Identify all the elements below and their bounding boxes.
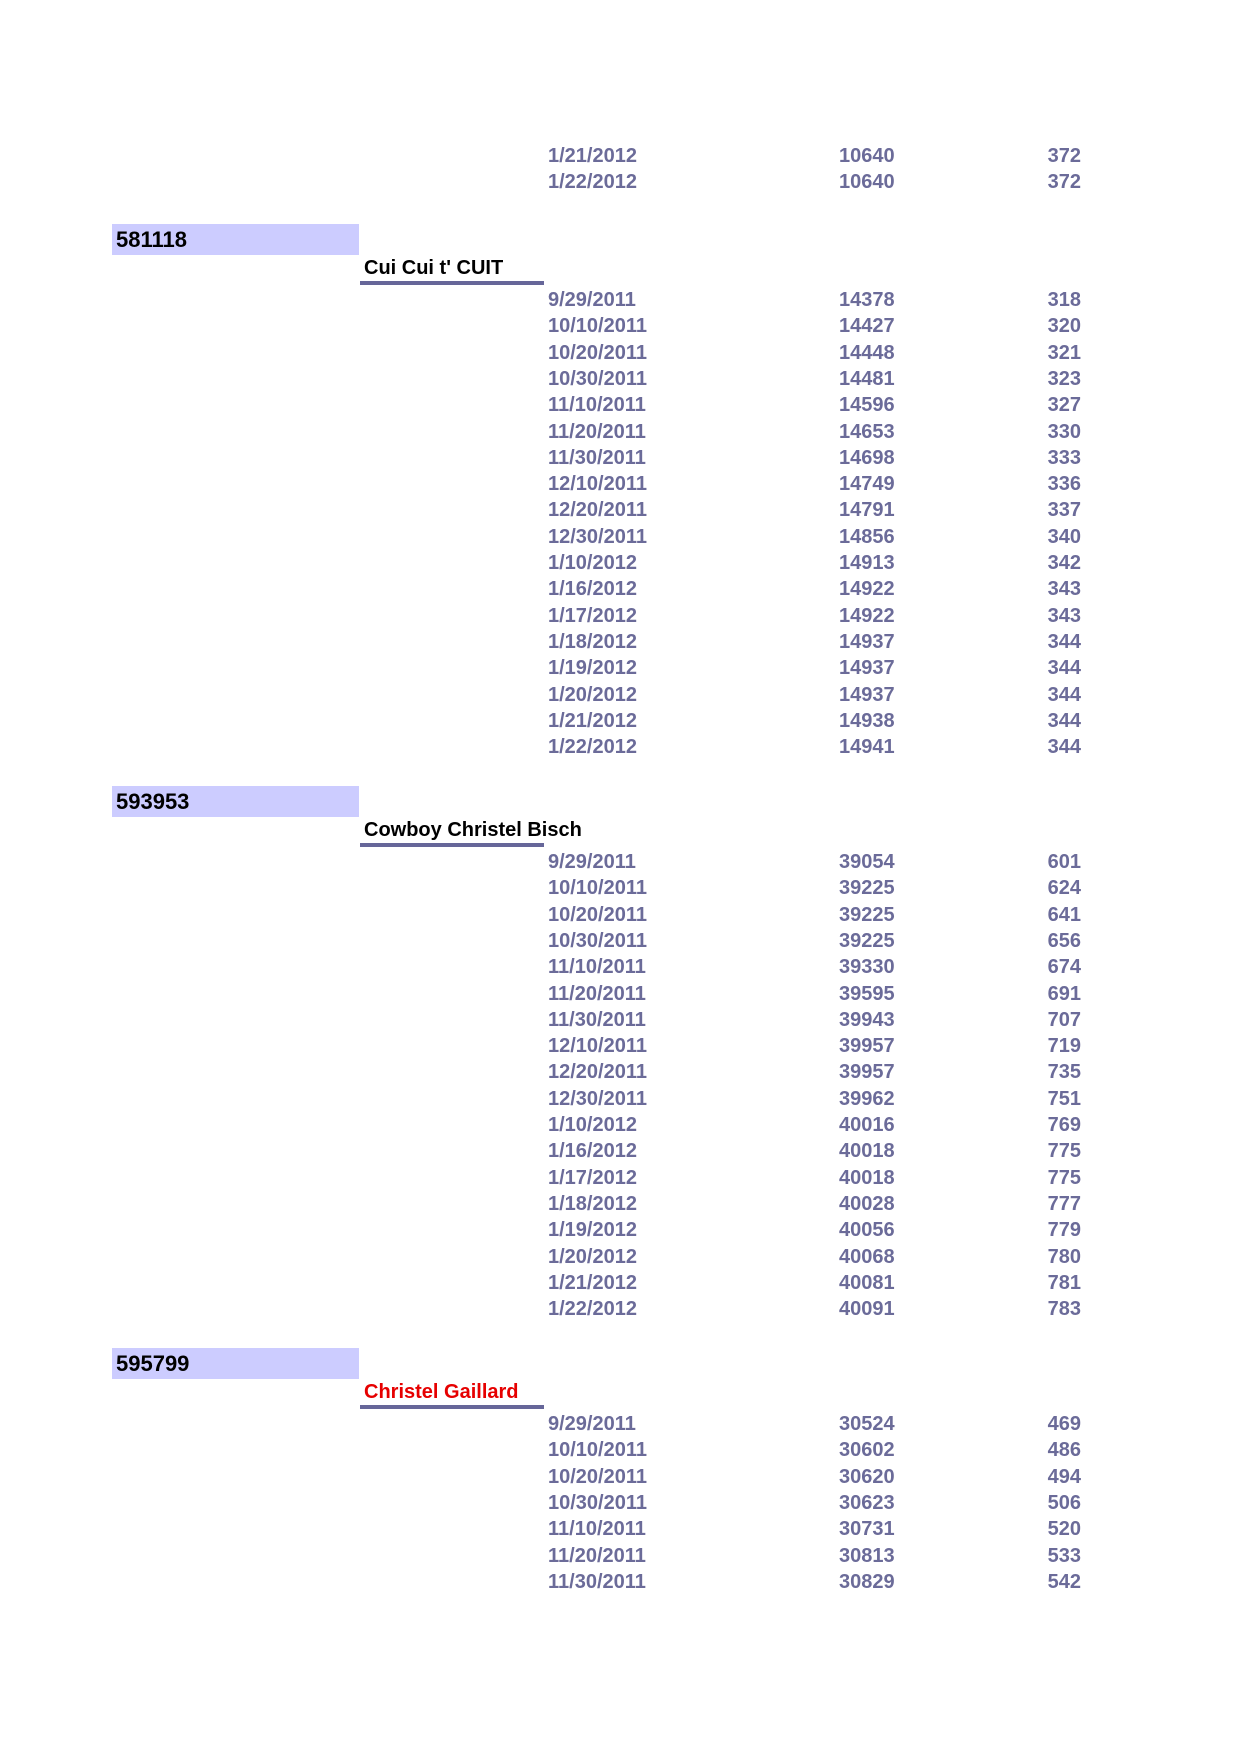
table-row <box>0 603 1241 629</box>
count-cell: 372 <box>1047 171 1081 194</box>
record-name: Cui Cui t' CUIT <box>364 257 504 279</box>
table-row <box>0 419 1241 445</box>
value-cell: 14937 <box>839 683 895 706</box>
value-cell: 14856 <box>839 525 895 548</box>
value-cell: 30813 <box>839 1544 895 1567</box>
date-cell: 1/10/2012 <box>548 552 637 574</box>
date-cell: 12/20/2011 <box>548 499 647 522</box>
value-cell: 14698 <box>839 446 895 469</box>
count-cell: 707 <box>1047 1008 1081 1031</box>
record-id-header <box>112 1348 359 1379</box>
table-row <box>0 1165 1241 1191</box>
name-underline <box>360 843 544 847</box>
date-cell: 11/10/2011 <box>548 1518 646 1541</box>
date-cell: 1/19/2012 <box>548 657 637 680</box>
value-cell: 39957 <box>839 1061 895 1084</box>
record-id: 593953 <box>116 789 190 814</box>
count-cell: 318 <box>1047 289 1081 311</box>
value-cell: 14937 <box>839 630 895 653</box>
record-id: 595799 <box>116 1351 190 1376</box>
table-row <box>0 366 1241 392</box>
value-cell: 14378 <box>839 289 895 311</box>
count-cell: 735 <box>1047 1061 1081 1084</box>
date-cell: 1/17/2012 <box>548 1166 637 1189</box>
record-name-header <box>360 1379 544 1409</box>
count-cell: 780 <box>1047 1245 1081 1268</box>
count-cell: 344 <box>1047 709 1081 732</box>
table-row <box>0 1464 1241 1490</box>
table-row <box>0 981 1241 1007</box>
count-cell: 601 <box>1047 851 1081 873</box>
date-cell: 1/20/2012 <box>548 683 637 706</box>
date-cell: 12/20/2011 <box>548 1061 647 1084</box>
table-row <box>0 1270 1241 1296</box>
table-row <box>0 655 1241 681</box>
value-cell: 39962 <box>839 1087 895 1110</box>
value-cell: 40018 <box>839 1166 895 1189</box>
table-row <box>0 1033 1241 1059</box>
count-cell: 486 <box>1047 1439 1081 1462</box>
table-row <box>0 1059 1241 1085</box>
name-underline <box>360 1405 544 1409</box>
record-name-header <box>360 255 544 285</box>
table-row <box>0 734 1241 760</box>
table-row <box>0 1569 1241 1595</box>
count-cell: 333 <box>1047 446 1081 469</box>
table-row <box>0 497 1241 523</box>
count-cell: 533 <box>1047 1544 1081 1567</box>
date-cell: 1/22/2012 <box>548 171 637 194</box>
count-cell: 656 <box>1047 929 1081 952</box>
record-name: Cowboy Christel Bisch <box>364 819 582 841</box>
count-cell: 323 <box>1047 367 1081 390</box>
value-cell: 39943 <box>839 1008 895 1031</box>
table-row <box>0 1138 1241 1164</box>
date-cell: 1/16/2012 <box>548 578 637 601</box>
table-row <box>0 340 1241 366</box>
value-cell: 14448 <box>839 341 895 364</box>
value-cell: 10640 <box>839 171 895 194</box>
count-cell: 340 <box>1047 525 1081 548</box>
table-row <box>0 1543 1241 1569</box>
value-cell: 40018 <box>839 1140 895 1163</box>
name-underline <box>360 281 544 285</box>
table-row <box>0 708 1241 734</box>
table-row <box>0 1217 1241 1243</box>
count-cell: 506 <box>1047 1491 1081 1514</box>
value-cell: 14596 <box>839 394 895 417</box>
value-cell: 40016 <box>839 1114 895 1136</box>
count-cell: 330 <box>1047 420 1081 443</box>
record-id: 581118 <box>116 227 187 252</box>
value-cell: 14922 <box>839 578 895 601</box>
table-row <box>0 682 1241 708</box>
table-row <box>0 392 1241 418</box>
count-cell: 344 <box>1047 736 1081 759</box>
count-cell: 344 <box>1047 683 1081 706</box>
count-cell: 779 <box>1047 1219 1081 1242</box>
value-cell: 14913 <box>839 552 895 574</box>
date-cell: 10/10/2011 <box>548 877 647 900</box>
value-cell: 30623 <box>839 1491 895 1514</box>
count-cell: 781 <box>1047 1271 1081 1294</box>
value-cell: 39957 <box>839 1035 895 1058</box>
count-cell: 327 <box>1047 394 1081 417</box>
date-cell: 1/22/2012 <box>548 1298 637 1321</box>
count-cell: 783 <box>1047 1298 1081 1321</box>
value-cell: 40068 <box>839 1245 895 1268</box>
date-cell: 11/20/2011 <box>548 420 646 443</box>
value-cell: 14937 <box>839 657 895 680</box>
date-cell: 1/17/2012 <box>548 604 637 627</box>
table-row <box>0 524 1241 550</box>
date-cell: 1/20/2012 <box>548 1245 637 1268</box>
count-cell: 520 <box>1047 1518 1081 1541</box>
count-cell: 372 <box>1047 145 1081 167</box>
table-row <box>0 550 1241 576</box>
date-cell: 10/30/2011 <box>548 929 647 952</box>
value-cell: 30829 <box>839 1570 895 1593</box>
value-cell: 39054 <box>839 851 895 873</box>
date-cell: 11/20/2011 <box>548 1544 646 1567</box>
table-row <box>0 849 1241 875</box>
table-row <box>0 1191 1241 1217</box>
date-cell: 1/21/2012 <box>548 709 637 732</box>
record-name: Christel Gaillard <box>364 1381 519 1403</box>
value-cell: 10640 <box>839 145 895 167</box>
count-cell: 775 <box>1047 1140 1081 1163</box>
table-row <box>0 1007 1241 1033</box>
date-cell: 10/10/2011 <box>548 315 647 338</box>
date-cell: 11/30/2011 <box>548 446 646 469</box>
table-row <box>0 1490 1241 1516</box>
value-cell: 30602 <box>839 1439 895 1462</box>
date-cell: 11/30/2011 <box>548 1570 646 1593</box>
value-cell: 30731 <box>839 1518 895 1541</box>
table-row <box>0 629 1241 655</box>
table-row <box>0 143 1241 169</box>
table-row <box>0 928 1241 954</box>
date-cell: 10/20/2011 <box>548 341 647 364</box>
count-cell: 336 <box>1047 473 1081 496</box>
date-cell: 11/20/2011 <box>548 982 646 1005</box>
date-cell: 1/21/2012 <box>548 145 637 167</box>
record-name-header <box>360 817 582 847</box>
date-cell: 12/10/2011 <box>548 1035 647 1058</box>
date-cell: 10/20/2011 <box>548 1465 647 1488</box>
date-cell: 12/30/2011 <box>548 1087 647 1110</box>
count-cell: 494 <box>1047 1465 1081 1488</box>
date-cell: 10/30/2011 <box>548 1491 647 1514</box>
value-cell: 14427 <box>839 315 895 338</box>
value-cell: 39225 <box>839 877 895 900</box>
date-cell: 9/29/2011 <box>548 1413 636 1435</box>
value-cell: 40028 <box>839 1192 895 1215</box>
count-cell: 343 <box>1047 578 1081 601</box>
value-cell: 39225 <box>839 929 895 952</box>
value-cell: 14791 <box>839 499 895 522</box>
count-cell: 344 <box>1047 657 1081 680</box>
date-cell: 12/10/2011 <box>548 473 647 496</box>
count-cell: 342 <box>1047 552 1081 574</box>
count-cell: 337 <box>1047 499 1081 522</box>
date-cell: 12/30/2011 <box>548 525 647 548</box>
value-cell: 14922 <box>839 604 895 627</box>
count-cell: 624 <box>1047 877 1081 900</box>
table-row <box>0 313 1241 339</box>
value-cell: 40081 <box>839 1271 895 1294</box>
date-cell: 1/10/2012 <box>548 1114 637 1136</box>
count-cell: 775 <box>1047 1166 1081 1189</box>
value-cell: 39595 <box>839 982 895 1005</box>
table-row <box>0 1244 1241 1270</box>
record-id-header <box>112 786 359 817</box>
table-row <box>0 1516 1241 1542</box>
table-row <box>0 1112 1241 1138</box>
date-cell: 1/18/2012 <box>548 630 637 653</box>
count-cell: 691 <box>1047 982 1081 1005</box>
count-cell: 542 <box>1047 1570 1081 1593</box>
value-cell: 40091 <box>839 1298 895 1321</box>
count-cell: 321 <box>1047 341 1081 364</box>
value-cell: 14938 <box>839 709 895 732</box>
table-row <box>0 902 1241 928</box>
count-cell: 344 <box>1047 630 1081 653</box>
count-cell: 343 <box>1047 604 1081 627</box>
date-cell: 11/10/2011 <box>548 394 646 417</box>
value-cell: 39330 <box>839 956 895 979</box>
date-cell: 1/21/2012 <box>548 1271 637 1294</box>
value-cell: 30620 <box>839 1465 895 1488</box>
count-cell: 641 <box>1047 903 1081 926</box>
table-row <box>0 287 1241 313</box>
value-cell: 30524 <box>839 1413 895 1435</box>
table-row <box>0 954 1241 980</box>
count-cell: 751 <box>1047 1087 1081 1110</box>
table-row <box>0 1296 1241 1322</box>
date-cell: 1/18/2012 <box>548 1192 637 1215</box>
value-cell: 39225 <box>839 903 895 926</box>
count-cell: 674 <box>1047 956 1081 979</box>
count-cell: 469 <box>1047 1413 1081 1435</box>
table-row <box>0 471 1241 497</box>
date-cell: 11/30/2011 <box>548 1008 646 1031</box>
table-row <box>0 1411 1241 1437</box>
table-row <box>0 1086 1241 1112</box>
date-cell: 9/29/2011 <box>548 851 636 873</box>
table-row <box>0 169 1241 195</box>
table-row <box>0 576 1241 602</box>
date-cell: 10/30/2011 <box>548 367 647 390</box>
table-row <box>0 875 1241 901</box>
value-cell: 14653 <box>839 420 895 443</box>
table-row <box>0 445 1241 471</box>
value-cell: 40056 <box>839 1219 895 1242</box>
count-cell: 719 <box>1047 1035 1081 1058</box>
date-cell: 9/29/2011 <box>548 289 636 311</box>
date-cell: 10/20/2011 <box>548 903 647 926</box>
value-cell: 14941 <box>839 736 895 759</box>
record-id-header <box>112 224 359 255</box>
date-cell: 1/22/2012 <box>548 736 637 759</box>
date-cell: 1/19/2012 <box>548 1219 637 1242</box>
count-cell: 320 <box>1047 315 1081 338</box>
value-cell: 14481 <box>839 367 895 390</box>
count-cell: 769 <box>1047 1114 1081 1136</box>
value-cell: 14749 <box>839 473 895 496</box>
date-cell: 10/10/2011 <box>548 1439 647 1462</box>
table-row <box>0 1437 1241 1463</box>
date-cell: 11/10/2011 <box>548 956 646 979</box>
date-cell: 1/16/2012 <box>548 1140 637 1163</box>
count-cell: 777 <box>1047 1192 1081 1215</box>
